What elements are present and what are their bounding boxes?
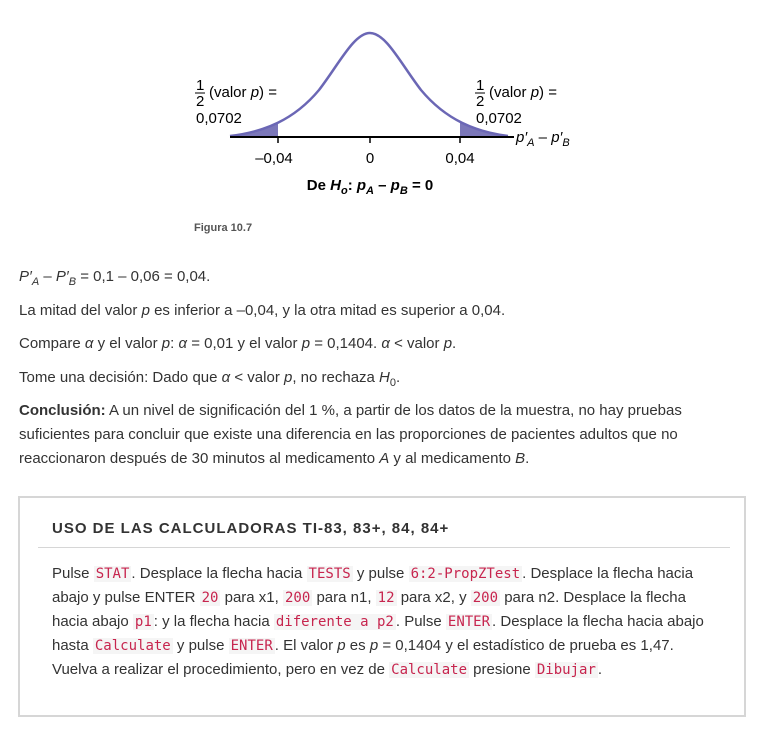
code-enter-1: ENTER	[447, 614, 491, 630]
right-label-value: 0,0702	[476, 110, 522, 127]
right-label-frac-num: 1	[476, 77, 485, 94]
calculator-instructions-text: Pulse STAT . Desplace la flecha hacia TESTS y pulse 6:2-PropZTest . Desplace la flecha hacia abajo y pulse ENTER 20 para x1, 200 para n1, 12 para x2, y 200 para n2. Desplace la flecha hacia abajo p1 : y la flecha hacia diferente a p2 . Pulse ENTER . Desplace la flecha hacia abajo hasta Calculate y pulse ENTER . El valor p es p = 0,1404 y el estadístico de prueba es 1,47. Vuelva a realizar el procedimiento, pero en vez de Calculate presione Dibujar .	[52, 565, 704, 678]
figure-caption: Figura 10.7	[194, 222, 253, 234]
calculator-instructions-box	[18, 496, 746, 717]
left-label-frac-den: 2	[196, 93, 205, 110]
tick-label-right: 0,04	[445, 150, 475, 167]
normal-distribution-figure	[194, 30, 575, 197]
code-20: 20	[201, 590, 219, 606]
right-label-text: (valor p) =	[489, 84, 557, 101]
right-label-frac-den: 2	[476, 93, 485, 110]
null-hypothesis-label: De $H_o$: $p_A - p_B = 0$	[306, 177, 434, 197]
box-divider	[38, 547, 730, 548]
normal-curve-graph	[194, 30, 575, 197]
left-label-value: 0,0702	[196, 110, 242, 127]
code-stat: STAT	[95, 566, 130, 582]
calculator-box-title: USO DE LAS CALCULADORAS TI-83, 83+, 84, 84+	[52, 520, 450, 537]
axis-variable-label: $p'_A - p'_B$	[516, 129, 570, 149]
tick-label-left: –0,04	[255, 150, 293, 167]
code-enter-2: ENTER	[230, 638, 273, 654]
code-propztest: 6:2-PropZTest	[410, 566, 521, 582]
tick-label-center: 0	[365, 150, 375, 167]
code-p1: p1	[134, 614, 152, 630]
code-12: 12	[377, 590, 395, 606]
code-dibujar: Dibujar	[536, 662, 596, 678]
code-200-n2: 200	[472, 590, 499, 606]
paragraph-decision: Tome una decisión: Dado que α < valor p, no rechaza $H_0$.	[19, 369, 401, 389]
code-calculate-2: Calculate	[391, 662, 467, 678]
paragraph-compare: Compare α y el valor p: α = 0,01 y el valor p = 0,1404. α < valor p.	[19, 335, 457, 352]
code-diferente: diferente a p2	[275, 614, 394, 630]
code-200-n1: 200	[284, 590, 311, 606]
code-tests: TESTS	[308, 566, 351, 582]
left-label-text: (valor p) =	[209, 84, 277, 101]
code-calculate-1: Calculate	[94, 638, 171, 654]
paragraph-conclusion: Conclusión: A un nivel de significación del 1 %, a partir de los datos de la muestra, no hay pruebas suficientes para concluir que existe una diferencia en las proporciones de pacientes adultos que no reaccionaron después de 30 minutos al medicamento A y al medicamento B.	[19, 402, 682, 467]
paragraph-half-p-value: La mitad del valor p es inferior a –0,04, y la otra mitad es superior a 0,04.	[19, 302, 506, 319]
left-label-frac-num: 1	[196, 77, 205, 94]
paragraph-difference: $P'_A - P'_B = 0,1 - 0,06 = 0,04$.	[19, 268, 211, 288]
